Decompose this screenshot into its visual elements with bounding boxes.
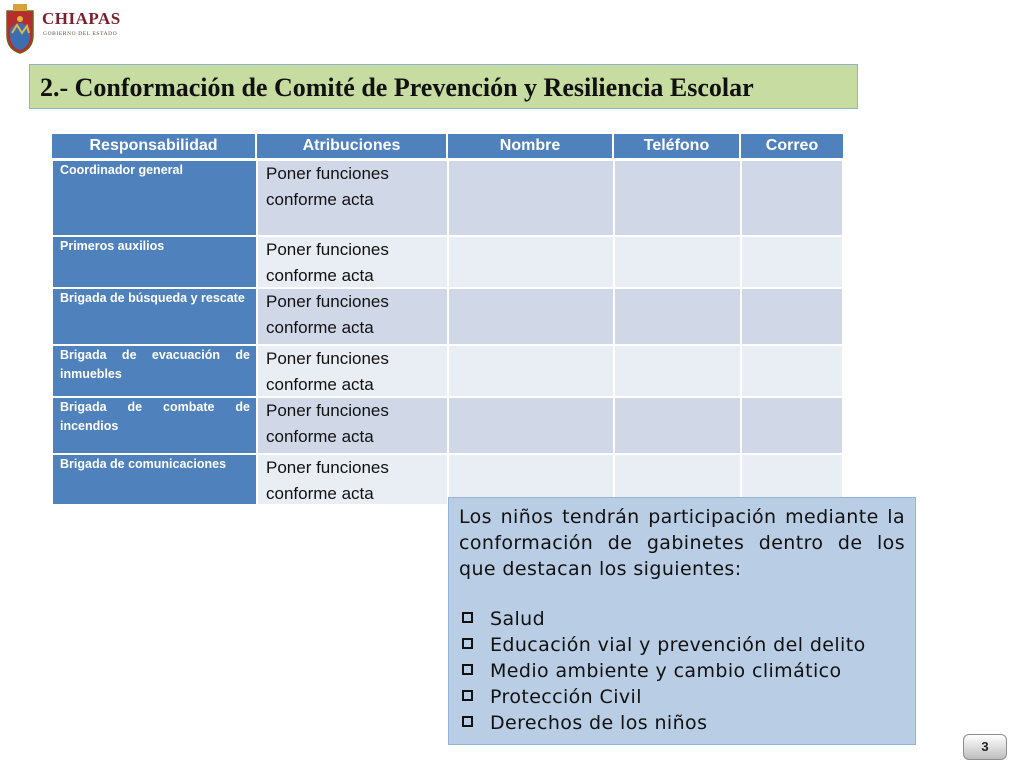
list-item-label: Medio ambiente y cambio climático <box>490 660 842 682</box>
header-correo: Correo <box>741 134 843 158</box>
atribucion-line: Poner funciones <box>266 401 389 420</box>
table-header <box>52 134 843 158</box>
atribucion-line: conforme acta <box>266 427 374 446</box>
atribucion-line: Poner funciones <box>266 292 389 311</box>
header-responsabilidad: Responsabilidad <box>52 134 255 158</box>
atribucion-line: Poner funciones <box>266 458 389 477</box>
list-item-label: Salud <box>490 608 546 630</box>
cell-nombre[interactable] <box>448 288 614 345</box>
cell-atribuciones <box>257 454 448 505</box>
title-banner <box>29 64 858 109</box>
list-item <box>459 658 905 684</box>
list-item <box>459 606 905 632</box>
logo-title: CHIAPAS <box>42 9 121 28</box>
cell-telefono[interactable] <box>614 160 741 236</box>
checkbox-bullet-icon <box>462 716 473 727</box>
checkbox-bullet-icon <box>462 690 473 701</box>
table-row <box>52 288 843 345</box>
cell-atribuciones <box>257 345 448 397</box>
checkbox-bullet-icon <box>462 612 473 623</box>
cell-atribuciones <box>257 236 448 288</box>
cell-correo[interactable] <box>741 160 843 236</box>
cell-responsabilidad: Primeros auxilios <box>52 236 257 288</box>
cell-nombre[interactable] <box>448 160 614 236</box>
atribucion-line: Poner funciones <box>266 164 389 183</box>
atribucion-line: Poner funciones <box>266 349 389 368</box>
checkbox-bullet-icon <box>462 638 473 649</box>
atribucion-line: conforme acta <box>266 266 374 285</box>
cell-atribuciones <box>257 397 448 454</box>
atribucion-line: conforme acta <box>266 190 374 209</box>
list-item-label: Protección Civil <box>490 686 642 708</box>
table-row <box>52 236 843 288</box>
atribucion-line: conforme acta <box>266 375 374 394</box>
cell-telefono[interactable] <box>614 397 741 454</box>
page-number[interactable]: 3 <box>963 734 1007 760</box>
header-nombre: Nombre <box>448 134 612 158</box>
list-item <box>459 632 905 658</box>
cell-responsabilidad: Coordinador general <box>52 160 257 236</box>
checkbox-bullet-icon <box>462 664 473 675</box>
info-paragraph: Los niños tendrán participación mediante la conformación de gabinetes dentro de los que destacan los siguientes: <box>459 506 905 580</box>
chiapas-logo <box>0 0 122 56</box>
cell-telefono[interactable] <box>614 345 741 397</box>
header-atribuciones: Atribuciones <box>257 134 446 158</box>
cell-responsabilidad: Brigada de combate de incendios <box>52 397 257 454</box>
cell-correo[interactable] <box>741 288 843 345</box>
logo-subtitle: GOBIERNO DEL ESTADO <box>43 31 118 37</box>
cell-nombre[interactable] <box>448 345 614 397</box>
cell-correo[interactable] <box>741 397 843 454</box>
slide-title: 2.- Conformación de Comité de Prevención y Resiliencia Escolar <box>40 73 754 102</box>
table-row <box>52 397 843 454</box>
atribucion-line: Poner funciones <box>266 240 389 259</box>
coat-of-arms-icon <box>3 3 37 55</box>
list-item-label: Educación vial y prevención del delito <box>490 634 866 656</box>
cell-telefono[interactable] <box>614 236 741 288</box>
atribucion-line: conforme acta <box>266 484 374 503</box>
cell-responsabilidad: Brigada de evacuación de inmuebles <box>52 345 257 397</box>
cell-atribuciones <box>257 160 448 236</box>
table-row <box>52 160 843 236</box>
atribucion-line: conforme acta <box>266 318 374 337</box>
header-telefono: Teléfono <box>614 134 739 158</box>
gabinetes-list <box>459 606 905 736</box>
cell-correo[interactable] <box>741 345 843 397</box>
info-box <box>448 497 916 745</box>
cell-responsabilidad: Brigada de búsqueda y rescate <box>52 288 257 345</box>
table-row <box>52 345 843 397</box>
list-item <box>459 684 905 710</box>
cell-telefono[interactable] <box>614 288 741 345</box>
cell-correo[interactable] <box>741 236 843 288</box>
list-item <box>459 710 905 736</box>
cell-nombre[interactable] <box>448 236 614 288</box>
list-item-label: Derechos de los niños <box>490 712 708 734</box>
cell-atribuciones <box>257 288 448 345</box>
cell-nombre[interactable] <box>448 397 614 454</box>
cell-responsabilidad: Brigada de comunicaciones <box>52 454 257 505</box>
